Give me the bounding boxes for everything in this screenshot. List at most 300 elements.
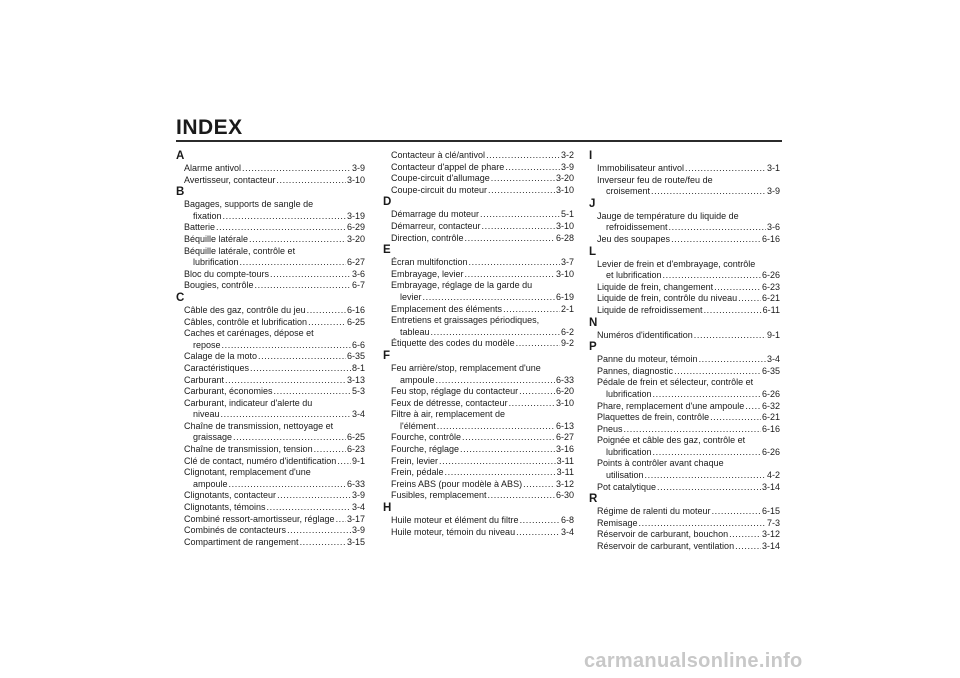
entry-text: Bagages, supports de sangle de	[184, 199, 314, 210]
entry-line	[597, 354, 780, 366]
index-entry	[589, 163, 780, 175]
section-letter: C	[176, 291, 185, 304]
dot-leader	[336, 514, 346, 526]
entry-text: lubrification	[606, 446, 652, 457]
entry-line	[184, 163, 365, 175]
entry-line	[597, 435, 780, 447]
index-entry	[176, 363, 365, 375]
entry-line	[597, 470, 780, 482]
section-letter: P	[589, 341, 597, 354]
entry-text: Liquide de refroidissement	[597, 304, 703, 315]
section-letter: L	[589, 245, 597, 258]
page-number: 3-9	[766, 186, 780, 197]
entry-text: Immobilisateur antivol	[597, 163, 685, 173]
dot-leader	[735, 541, 761, 553]
entry-line	[184, 386, 365, 398]
dot-leader	[738, 293, 761, 305]
page-number: 6-32	[761, 400, 780, 411]
index-section	[589, 150, 780, 198]
page-number: 3-15	[346, 536, 365, 547]
index-entry	[383, 432, 574, 444]
entry-text: Plaquettes de frein, contrôle	[597, 412, 710, 423]
index-entry	[176, 514, 365, 526]
page-number: 6-2	[560, 326, 574, 337]
page-number: 3-20	[555, 173, 574, 184]
index-column-3	[589, 150, 780, 553]
dot-leader	[491, 173, 555, 185]
page-number: 6-26	[761, 446, 780, 457]
entry-text: Régime de ralenti du moteur	[597, 506, 711, 517]
index-entry	[589, 211, 780, 234]
dot-leader	[516, 527, 560, 539]
entry-text: Bougies, contrôle	[184, 280, 254, 291]
page-number: 5-3	[351, 386, 365, 397]
dot-leader	[423, 292, 555, 304]
entry-line	[597, 482, 780, 494]
page-number: 3-14	[761, 481, 780, 492]
entry-line	[391, 515, 574, 527]
page-number: 7-3	[766, 517, 780, 528]
entry-text: lubrification	[193, 257, 239, 268]
dot-leader	[223, 211, 346, 223]
index-entry	[383, 490, 574, 502]
page-number: 6-28	[555, 232, 574, 243]
index-entry	[176, 351, 365, 363]
section-letter: F	[383, 349, 391, 362]
entry-line	[597, 412, 780, 424]
entry-line	[391, 173, 574, 185]
page-number: 6-27	[555, 432, 574, 443]
page-number: 3-10	[346, 174, 365, 185]
index-section	[589, 493, 780, 552]
entry-text: Frein, levier	[391, 455, 439, 466]
entry-text: Coupe-circuit d'allumage	[391, 173, 490, 184]
index-entry	[176, 234, 365, 246]
index-entry	[589, 366, 780, 378]
section-letter: D	[383, 196, 392, 209]
index-entry	[383, 515, 574, 527]
entry-text: Carburant	[184, 374, 225, 385]
index-entry	[383, 386, 574, 398]
dot-leader	[653, 389, 761, 401]
entry-line	[391, 233, 574, 245]
page-number: 3-1	[766, 163, 780, 173]
index-entry	[176, 269, 365, 281]
entry-line	[184, 479, 365, 491]
index-entry	[383, 185, 574, 197]
dot-leader	[307, 305, 346, 317]
dot-leader	[233, 432, 346, 444]
entry-text: Combiné ressort-amortisseur, réglage	[184, 513, 335, 524]
entry-text: Caches et carénages, dépose et	[184, 328, 314, 339]
entry-line	[391, 150, 574, 162]
entry-line	[597, 401, 780, 413]
dot-leader	[624, 424, 761, 436]
entry-text: Fourche, contrôle	[391, 432, 462, 443]
page-number: 3-9	[351, 525, 365, 536]
dot-leader	[523, 479, 555, 491]
dot-leader	[462, 432, 555, 444]
index-entry	[176, 467, 365, 490]
dot-leader	[685, 163, 766, 175]
dot-leader	[520, 515, 560, 527]
entry-line	[391, 386, 574, 398]
entry-line	[597, 447, 780, 459]
entry-text: Carburant, économies	[184, 386, 273, 397]
dot-leader	[225, 375, 346, 387]
entry-text: Inverseur feu de route/feu de	[597, 174, 713, 185]
dot-leader	[486, 150, 560, 162]
entry-text: Numéros d'identification	[597, 329, 693, 340]
index-entry	[383, 456, 574, 468]
page-number: 6-25	[346, 316, 365, 327]
index-entry	[589, 293, 780, 305]
index-entry	[589, 458, 780, 481]
entry-line	[597, 389, 780, 401]
entry-line	[597, 366, 780, 378]
entry-line	[391, 327, 574, 339]
dot-leader	[712, 506, 761, 518]
entry-text: Carburant, indicateur d'alerte du	[184, 397, 313, 408]
index-entry	[176, 280, 365, 292]
entry-line	[391, 257, 574, 269]
entry-text: Réservoir de carburant, ventilation	[597, 541, 735, 552]
dot-leader	[274, 386, 351, 398]
entry-text: Clé de contact, numéro d'identification	[184, 455, 337, 466]
index-entry	[589, 259, 780, 282]
dot-leader	[694, 330, 766, 342]
page-number: 6-19	[555, 291, 574, 302]
page-number: 9-1	[766, 329, 780, 340]
entry-text: Fourche, réglage	[391, 444, 460, 455]
index-entry	[383, 257, 574, 269]
dot-leader	[465, 269, 555, 281]
entry-text: Clignotants, témoins	[184, 502, 266, 513]
entry-text: lubrification	[606, 388, 652, 399]
index-section	[383, 244, 574, 350]
entry-text: Avertisseur, contacteur	[184, 174, 276, 185]
entry-line	[597, 211, 780, 223]
entry-text: Fusibles, remplacement	[391, 490, 487, 501]
entry-line	[184, 537, 365, 549]
dot-leader	[704, 305, 762, 317]
index-entry	[383, 363, 574, 386]
entry-text: Démarreur, contacteur	[391, 220, 481, 231]
entry-line	[184, 328, 365, 340]
page-number: 2-1	[560, 303, 574, 314]
title-rule	[176, 140, 782, 142]
entry-text: Levier de frein et d'embrayage, contrôle	[597, 258, 756, 269]
page-number: 6-15	[761, 506, 780, 517]
entry-text: levier	[400, 291, 422, 302]
dot-leader	[437, 421, 555, 433]
index-section	[176, 292, 365, 548]
page-number: 3-6	[766, 222, 780, 233]
section-letter: B	[176, 186, 185, 199]
dot-leader	[488, 185, 555, 197]
page-number: 3-7	[560, 257, 574, 268]
entry-line	[391, 221, 574, 233]
index-column-1	[176, 150, 365, 548]
entry-text: Coupe-circuit du moteur	[391, 184, 488, 195]
entry-text: Jauge de température du liquide de	[597, 210, 739, 221]
dot-leader	[482, 221, 555, 233]
index-entry	[383, 162, 574, 174]
dot-leader	[221, 409, 351, 421]
page-number: 3-10	[555, 268, 574, 279]
index-entry	[176, 490, 365, 502]
index-entry	[176, 246, 365, 269]
entry-line	[391, 421, 574, 433]
entry-text: Filtre à air, remplacement de	[391, 409, 506, 420]
entry-line	[184, 257, 365, 269]
section-letter: H	[383, 502, 392, 515]
entry-line	[391, 338, 574, 350]
page-number: 6-26	[761, 270, 780, 281]
entry-text: Embrayage, levier	[391, 268, 464, 279]
entry-text: Emplacement des éléments	[391, 303, 503, 314]
entry-line	[597, 163, 780, 175]
entry-text: Feux de détresse, contacteur	[391, 397, 508, 408]
dot-leader	[337, 456, 351, 468]
dot-leader	[710, 412, 761, 424]
dot-leader	[277, 490, 351, 502]
page-number: 3-2	[560, 150, 574, 160]
index-entry	[589, 282, 780, 294]
dot-leader	[300, 537, 346, 549]
page-number: 3-4	[351, 409, 365, 420]
index-entry	[589, 506, 780, 518]
entry-text: Étiquette des codes du modèle	[391, 338, 515, 349]
entry-text: graissage	[193, 432, 233, 443]
index-entry	[383, 221, 574, 233]
entry-line	[391, 467, 574, 479]
index-entry	[589, 305, 780, 317]
index-entry	[176, 175, 365, 187]
page-number: 6-6	[351, 339, 365, 350]
page-number: 3-6	[351, 268, 365, 279]
entry-text: Chaîne de transmission, nettoyage et	[184, 420, 334, 431]
dot-leader	[255, 280, 351, 292]
page-number: 3-10	[555, 397, 574, 408]
entry-line	[391, 269, 574, 281]
entry-line	[597, 377, 780, 389]
entry-line	[184, 444, 365, 456]
index-entry	[589, 412, 780, 424]
entry-line	[184, 269, 365, 281]
index-entry	[176, 305, 365, 317]
entry-text: Clignotant, remplacement d'une	[184, 467, 311, 478]
entry-line	[184, 398, 365, 410]
entry-line	[184, 351, 365, 363]
dot-leader	[465, 233, 555, 245]
dot-leader	[229, 479, 346, 491]
dot-leader	[308, 317, 346, 329]
page-number: 9-2	[560, 338, 574, 349]
entry-text: Compartiment de rangement	[184, 536, 299, 547]
page-number: 4-2	[766, 470, 780, 481]
entry-text: Phare, remplacement d'une ampoule	[597, 400, 745, 411]
entry-text: Liquide de frein, contrôle du niveau	[597, 293, 738, 304]
section-letter: R	[589, 493, 598, 506]
index-entry	[383, 338, 574, 350]
dot-leader	[480, 209, 560, 221]
entry-text: croisement	[606, 186, 651, 197]
index-section	[589, 246, 780, 317]
index-section	[176, 186, 365, 292]
dot-leader	[314, 444, 346, 456]
entry-text: Pannes, diagnostic	[597, 365, 674, 376]
entry-text: Jeu des soupapes	[597, 233, 671, 244]
entry-text: Feu stop, réglage du contacteur	[391, 386, 519, 397]
index-entry	[383, 315, 574, 338]
page-number: 3-17	[346, 513, 365, 524]
page-number: 6-26	[761, 388, 780, 399]
entry-line	[597, 222, 780, 234]
entry-line	[597, 305, 780, 317]
section-letter: A	[176, 150, 185, 162]
entry-line	[597, 424, 780, 436]
index-section	[589, 341, 780, 493]
dot-leader	[714, 282, 761, 294]
dot-leader	[460, 444, 555, 456]
entry-line	[184, 211, 365, 223]
index-entry	[176, 456, 365, 468]
entry-text: Points à contrôler avant chaque	[597, 458, 724, 469]
index-entry	[176, 386, 365, 398]
entry-line	[391, 409, 574, 421]
entry-line	[597, 330, 780, 342]
entry-line	[597, 259, 780, 271]
entry-text: Bloc du compte-tours	[184, 268, 270, 279]
entry-line	[597, 458, 780, 470]
dot-leader	[436, 375, 555, 387]
entry-text: Liquide de frein, changement	[597, 281, 714, 292]
index-entry	[383, 479, 574, 491]
entry-line	[391, 490, 574, 502]
entry-line	[597, 175, 780, 187]
entry-line	[597, 270, 780, 282]
entry-text: Huile moteur, témoin du niveau	[391, 526, 516, 537]
index-entry	[589, 529, 780, 541]
entry-text: fixation	[193, 210, 222, 221]
index-entry	[383, 173, 574, 185]
entry-line	[391, 363, 574, 375]
entry-text: Contacteur d'appel de phare	[391, 161, 505, 172]
index-column-2	[383, 150, 574, 538]
dot-leader	[651, 186, 766, 198]
entry-text: Béquille latérale	[184, 233, 249, 244]
section-letter: E	[383, 244, 391, 257]
entry-line	[391, 375, 574, 387]
index-section	[589, 198, 780, 246]
entry-text: Entretiens et graissages périodiques,	[391, 315, 540, 326]
entry-text: refroidissement	[606, 222, 668, 233]
index-entry	[383, 304, 574, 316]
entry-text: et lubrification	[606, 270, 662, 281]
entry-text: Poignée et câble des gaz, contrôle et	[597, 435, 746, 446]
index-entry	[176, 525, 365, 537]
entry-line	[184, 305, 365, 317]
entry-line	[184, 502, 365, 514]
entry-text: Câbles, contrôle et lubrification	[184, 316, 308, 327]
page-number: 6-27	[346, 257, 365, 268]
index-entry	[383, 209, 574, 221]
entry-line	[391, 292, 574, 304]
entry-text: Alarme antivol	[184, 163, 242, 173]
dot-leader	[270, 269, 351, 281]
entry-line	[391, 398, 574, 410]
index-entry	[589, 424, 780, 436]
dot-leader	[287, 525, 351, 537]
index-entry	[589, 234, 780, 246]
index-section	[383, 502, 574, 538]
page-number: 8-1	[351, 362, 365, 373]
dot-leader	[516, 338, 560, 350]
entry-line	[184, 246, 365, 258]
dot-leader	[729, 529, 761, 541]
section-letter: J	[589, 197, 596, 210]
entry-text: niveau	[193, 409, 220, 420]
index-entry	[383, 444, 574, 456]
page-number: 6-16	[346, 304, 365, 315]
entry-text: Remisage	[597, 517, 638, 528]
index-section	[589, 317, 780, 342]
index-entry	[383, 233, 574, 245]
page-number: 6-7	[351, 280, 365, 291]
index-section	[176, 150, 365, 186]
entry-text: Feu arrière/stop, remplacement d'une	[391, 362, 541, 373]
page-number: 6-25	[346, 432, 365, 443]
entry-text: tableau	[400, 326, 430, 337]
entry-line	[184, 175, 365, 187]
dot-leader	[249, 234, 346, 246]
page-number: 3-14	[761, 541, 780, 552]
section-letter: N	[589, 316, 598, 329]
page-number: 6-35	[346, 351, 365, 362]
page-number: 6-21	[761, 293, 780, 304]
page-number: 3-11	[556, 467, 574, 478]
dot-leader	[699, 354, 766, 366]
page-number: 3-9	[351, 490, 365, 501]
entry-line	[184, 222, 365, 234]
page-number: 6-35	[761, 365, 780, 376]
page-number: 6-33	[555, 374, 574, 385]
entry-line	[597, 541, 780, 553]
entry-text: repose	[193, 339, 221, 350]
dot-leader	[519, 386, 555, 398]
index-entry	[176, 222, 365, 234]
dot-leader	[645, 470, 766, 482]
entry-line	[184, 467, 365, 479]
page-number: 3-12	[761, 529, 780, 540]
index-section	[383, 350, 574, 502]
dot-leader	[267, 502, 351, 514]
page-number: 6-23	[346, 444, 365, 455]
entry-line	[184, 363, 365, 375]
page-number: 6-33	[346, 478, 365, 489]
entry-text: utilisation	[606, 470, 644, 481]
dot-leader	[431, 327, 560, 339]
entry-text: Contacteur à clé/antivol	[391, 150, 486, 160]
entry-text: Batterie	[184, 222, 216, 233]
page-number: 6-16	[761, 423, 780, 434]
page-number: 6-11	[762, 304, 780, 315]
dot-leader	[745, 401, 761, 413]
entry-line	[391, 162, 574, 174]
entry-line	[184, 280, 365, 292]
index-entry	[589, 541, 780, 553]
